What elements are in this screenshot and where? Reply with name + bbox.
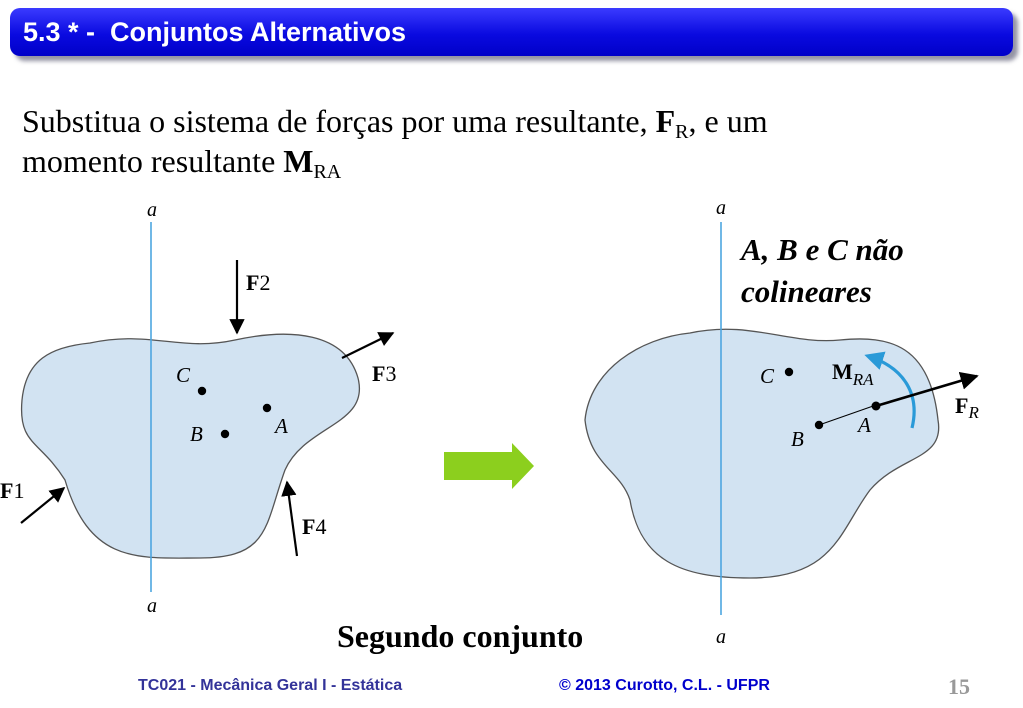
force-subscript: R xyxy=(675,121,689,143)
right-point-c xyxy=(785,368,793,376)
transition-arrow xyxy=(444,443,534,489)
force-f4-label xyxy=(302,514,326,539)
right-point-b xyxy=(815,421,823,429)
force-f1-symbol: F xyxy=(0,478,14,503)
force-f3-label xyxy=(372,361,396,386)
footer-copyright: © 2013 Curotto, C.L. - UFPR xyxy=(559,677,770,694)
left-point-c xyxy=(198,387,206,395)
force-f2-symbol: F xyxy=(246,270,260,295)
right-label-b: B xyxy=(791,427,804,451)
statement-line1-end: , e um xyxy=(688,103,768,139)
left-label-b: B xyxy=(190,422,203,446)
left-point-a xyxy=(263,404,271,412)
left-axis-top-label: a xyxy=(147,199,157,221)
force-symbol: F xyxy=(655,103,676,139)
force-f4-symbol: F xyxy=(302,514,316,539)
moment-label-symbol: M xyxy=(832,359,853,384)
resultant-force-symbol: F xyxy=(955,393,969,418)
force-f3-index: 3 xyxy=(385,361,397,386)
moment-subscript: RA xyxy=(313,161,342,183)
force-f1-index: 1 xyxy=(13,478,25,503)
left-axis-bottom-label: a xyxy=(147,595,157,617)
non-collinear-note xyxy=(741,229,904,313)
left-label-a: A xyxy=(275,414,288,438)
left-point-b xyxy=(221,430,229,438)
right-label-a: A xyxy=(858,413,871,437)
right-axis-bottom-label: a xyxy=(716,626,726,648)
figure-caption: Segundo conjunto xyxy=(337,618,584,654)
force-f4-index: 4 xyxy=(315,514,327,539)
right-point-a xyxy=(872,402,881,411)
note-line1: A, B e C não xyxy=(741,232,904,267)
moment-symbol: M xyxy=(283,143,314,179)
right-axis-top-label: a xyxy=(716,197,726,219)
force-f2-index: 2 xyxy=(259,270,271,295)
force-f1-label xyxy=(0,478,24,503)
footer-course: TC021 - Mecânica Geral I - Estática xyxy=(138,677,403,694)
force-f3-symbol: F xyxy=(372,361,386,386)
statement-line2: momento resultante xyxy=(22,143,284,179)
force-f2-label xyxy=(246,270,270,295)
resultant-force-subscript: R xyxy=(968,403,979,422)
left-label-c: C xyxy=(176,363,191,387)
right-label-c: C xyxy=(760,364,775,388)
slide-title: 5.3 * - Conjuntos Alternativos xyxy=(23,17,407,47)
page-number: 15 xyxy=(948,674,970,699)
note-line2: colineares xyxy=(741,274,872,309)
moment-label-subscript: RA xyxy=(852,370,874,389)
statement-line1: Substitua o sistema de forças por uma resultante, xyxy=(22,103,656,139)
